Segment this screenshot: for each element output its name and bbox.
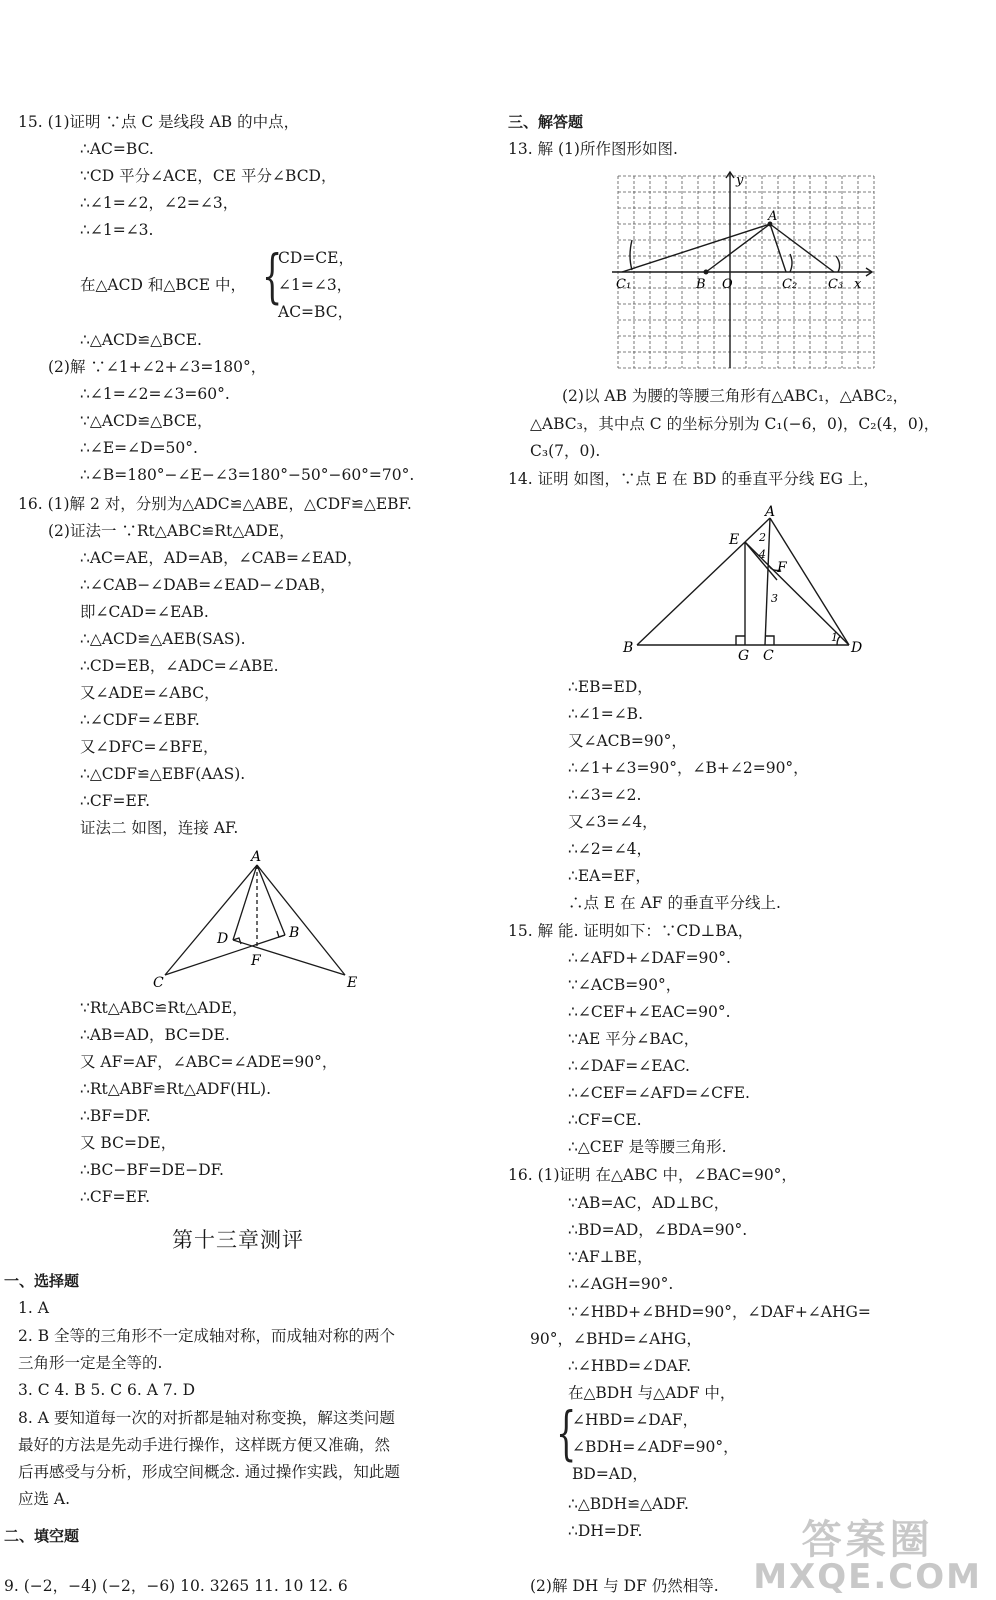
q15-brace-3: AC=BC， — [278, 303, 354, 321]
q15-line-9: ∴△CEF 是等腰三角形. — [568, 1138, 727, 1156]
segment-a-c3 — [770, 224, 834, 272]
q13-line-1: 13. 解 (1)所作图形如图. — [508, 140, 678, 158]
q14-line-9: ∴EA=EF， — [568, 867, 651, 885]
label-angle-1: 1 — [831, 631, 838, 644]
q16-line-10: 又∠DFC=∠BFE， — [80, 738, 219, 756]
q15-line-6: 在△ACD 和△BCE 中， — [80, 276, 247, 294]
label-d: D — [851, 640, 863, 656]
label-c3: C₃ — [828, 277, 844, 292]
label-x: x — [854, 277, 862, 292]
q14-line-3: ∴∠1=∠B. — [568, 705, 644, 723]
q15-line-7: ∴∠CEF=∠AFD=∠CFE. — [568, 1084, 750, 1102]
q15-line-6: ∴∠DAF=∠EAC. — [568, 1057, 690, 1075]
left-brace-icon: { — [262, 242, 283, 310]
label-e: E — [347, 975, 358, 991]
segment-be — [637, 542, 745, 645]
segment-ae — [257, 865, 345, 975]
q13-line-4: C₃(7，0). — [530, 442, 601, 460]
q16-line-12: ∴CF=EF. — [80, 792, 151, 810]
section-answer-heading: 三、解答题 — [508, 113, 584, 131]
label-c2: C₂ — [782, 277, 798, 292]
q16-line-2: (2)证法一 ∵Rt△ABC≌Rt△ADE， — [48, 522, 295, 540]
label-d: D — [217, 931, 229, 947]
q16-line-3: ∴AC=AE，AD=AB，∠CAB=∠EAD， — [80, 549, 363, 567]
q16-line-5: ∴∠AGH=90°. — [568, 1275, 674, 1293]
label-c: C — [763, 648, 774, 664]
arc-c2 — [790, 254, 792, 272]
q15-line-9: ∴∠1=∠2=∠3=60°. — [80, 385, 230, 403]
q15-line-4: ∴∠1=∠2，∠2=∠3， — [80, 194, 239, 212]
q15-line-11: ∴∠E=∠D=50°. — [80, 439, 198, 457]
arc-c3 — [836, 256, 840, 272]
q15-line-2: ∴∠AFD+∠DAF=90°. — [568, 949, 731, 967]
segment-ad — [770, 518, 849, 645]
section-choice-heading: 一、选择题 — [4, 1272, 80, 1290]
q16-line-20: ∴BC−BF=DE−DF. — [80, 1161, 224, 1179]
segment-a-c1 — [622, 224, 770, 272]
label-b: B — [696, 277, 706, 292]
answer-8-line-4: 应选 A. — [18, 1490, 71, 1508]
q16-line-19: 又 BC=DE， — [80, 1134, 177, 1152]
segment-ad — [233, 865, 257, 940]
q16-line-2: ∵AB=AC，AD⊥BC， — [568, 1194, 730, 1212]
q16-line-1: 16. (1)解 2 对，分别为△ADC≌△ABE，△CDF≌△EBF. — [18, 495, 412, 513]
label-f: F — [251, 953, 261, 969]
figure-q13-grid — [610, 168, 880, 373]
watermark-line-2: MXQE.COM — [753, 1557, 982, 1597]
answer-8-line-2: 最好的方法是先动手进行操作，这样既方便又准确，然 — [18, 1436, 391, 1454]
segment-ed — [233, 940, 345, 975]
right-angle-c — [765, 636, 774, 645]
left-brace-icon: { — [556, 1399, 577, 1467]
q13-line-2: (2)以 AB 为腰的等腰三角形有△ABC₁，△ABC₂， — [562, 387, 909, 405]
label-f: F — [777, 560, 787, 576]
watermark-line-1: 答案圈 — [801, 1517, 934, 1563]
q15-line-1: 15. (1)证明 ∵点 C 是线段 AB 的中点， — [18, 113, 300, 131]
q16-line-14: ∵Rt△ABC≌Rt△ADE， — [80, 999, 248, 1017]
chapter-title: 第十三章测评 — [172, 1228, 304, 1252]
q15-line-5: ∴∠1=∠3. — [80, 221, 154, 239]
q16-line-5: 即∠CAD=∠EAB. — [80, 603, 209, 621]
q16-brace-2: ∠BDH=∠ADF=90°， — [572, 1438, 739, 1456]
q15-brace-2: ∠1=∠3， — [278, 276, 353, 294]
arc-c1 — [630, 240, 632, 270]
watermark-logo — [753, 1517, 982, 1597]
q16-line-4: ∵AF⊥BE， — [568, 1248, 653, 1266]
q16-line-18: ∴BF=DF. — [80, 1107, 151, 1125]
segment-ac — [165, 865, 257, 975]
q16-line-7: 90°，∠BHD=∠AHG， — [530, 1330, 702, 1348]
label-b: B — [623, 640, 634, 656]
q16-line-7: ∴CD=EB，∠ADC=∠ABE. — [80, 657, 279, 675]
q15-line-12: ∴∠B=180°−∠E−∠3=180°−50°−60°=70°. — [80, 466, 415, 484]
right-angle-g — [736, 636, 745, 645]
q13-line-3: △ABC₃，其中点 C 的坐标分别为 C₁(−6，0)，C₂(4，0)， — [530, 415, 940, 433]
label-a: A — [768, 209, 778, 224]
label-g: G — [738, 648, 750, 664]
q16-line-11: ∴△CDF≌△EBF(AAS). — [80, 765, 246, 783]
point-b — [704, 270, 709, 275]
label-angle-4: 4 — [759, 548, 766, 561]
q14-line-1: 14. 证明 如图，∵点 E 在 BD 的垂直平分线 EG 上， — [508, 470, 879, 488]
label-a: A — [765, 504, 776, 520]
q14-line-8: ∴∠2=∠4， — [568, 840, 653, 858]
q15-line-4: ∴∠CEF+∠EAC=90°. — [568, 1003, 731, 1021]
q15-line-8: (2)解 ∵∠1+∠2+∠3=180°， — [48, 358, 267, 376]
answer-2-line-1: 2. B 全等的三角形不一定成轴对称，而成轴对称的两个 — [18, 1327, 396, 1345]
answer-1: 1. A — [18, 1299, 49, 1317]
q15-line-8: ∴CF=CE. — [568, 1111, 642, 1129]
q14-line-2: ∴EB=ED， — [568, 678, 653, 696]
q16-brace-1: ∠HBD=∠DAF， — [572, 1411, 699, 1429]
answer-2-line-2: 三角形一定是全等的. — [18, 1354, 163, 1372]
segment-ab — [257, 865, 285, 935]
q15-line-7: ∴△ACD≌△BCE. — [80, 331, 202, 349]
q15-brace-1: CD=CE， — [278, 249, 354, 267]
q16-line-12: (2)解 DH 与 DF 仍然相等. — [530, 1577, 719, 1595]
q16-line-4: ∴∠CAB−∠DAB=∠EAD−∠DAB， — [80, 576, 336, 594]
figure-q14 — [615, 500, 865, 665]
label-angle-2: 2 — [759, 531, 766, 544]
q16-line-17: ∴Rt△ABF≌Rt△ADF(HL). — [80, 1080, 272, 1098]
q15-line-3: ∵CD 平分∠ACE，CE 平分∠BCD， — [80, 167, 337, 185]
label-c: C — [153, 975, 164, 991]
label-y: y — [736, 173, 744, 188]
q15-line-5: ∵AE 平分∠BAC， — [568, 1030, 700, 1048]
q16-line-8: 又∠ADE=∠ABC， — [80, 684, 220, 702]
q16-line-9: ∴∠CDF=∠EBF. — [80, 711, 200, 729]
q16-line-16: 又 AF=AF，∠ABC=∠ADE=90°， — [80, 1053, 338, 1071]
segment-ae — [745, 518, 770, 542]
q16-line-13: 证法二 如图，连接 AF. — [80, 819, 239, 837]
answer-8-line-1: 8. A 要知道每一次的对折都是轴对称变换，解这类问题 — [18, 1409, 395, 1427]
answers-3-7: 3. C 4. B 5. C 6. A 7. D — [18, 1381, 196, 1399]
q16-brace-3: BD=AD， — [572, 1465, 648, 1483]
q16-line-8: ∴∠HBD=∠DAF. — [568, 1357, 692, 1375]
q14-line-7: 又∠3=∠4， — [568, 813, 658, 831]
q14-line-6: ∴∠3=∠2. — [568, 786, 642, 804]
q16-line-1: 16. (1)证明 在△ABC 中，∠BAC=90°， — [508, 1166, 797, 1184]
q14-line-4: 又∠ACB=90°， — [568, 732, 687, 750]
q16-line-9: 在△BDH 与△ADF 中， — [568, 1384, 736, 1402]
q16-line-15: ∴AB=AD，BC=DE. — [80, 1026, 230, 1044]
q16-line-6: ∴△ACD≌△AEB(SAS). — [80, 630, 246, 648]
label-b: B — [289, 925, 300, 941]
section-fill-heading: 二、填空题 — [4, 1527, 80, 1545]
label-o: O — [722, 277, 733, 292]
answers-9-12: 9. (−2，−4) (−2，−6) 10. 3265 11. 10 12. 6 — [4, 1577, 348, 1595]
q14-line-10: ∴点 E 在 AF 的垂直平分线上. — [568, 894, 781, 912]
q16-line-21: ∴CF=EF. — [80, 1188, 151, 1206]
q15-line-2: ∴AC=BC. — [80, 140, 154, 158]
q15-line-10: ∵△ACD≌△BCE， — [80, 412, 213, 430]
q16-line-11: ∴DH=DF. — [568, 1522, 643, 1540]
label-a: A — [251, 849, 262, 865]
label-e: E — [729, 532, 740, 548]
label-angle-3: 3 — [771, 592, 778, 605]
label-c1: C₁ — [616, 277, 632, 292]
q15-line-1: 15. 解 能. 证明如下：∵CD⊥BA， — [508, 922, 754, 940]
q16-line-10: ∴△BDH≌△ADF. — [568, 1495, 689, 1513]
figure-q16 — [145, 845, 375, 995]
answer-8-line-3: 后再感受与分析，形成空间概念. 通过操作实践，知此题 — [18, 1463, 400, 1481]
q16-line-3: ∴BD=AD，∠BDA=90°. — [568, 1221, 748, 1239]
q16-line-6: ∵∠HBD+∠BHD=90°，∠DAF+∠AHG= — [568, 1303, 871, 1321]
q15-line-3: ∵∠ACB=90°， — [568, 976, 682, 994]
segment-a-b — [706, 224, 770, 272]
q14-line-5: ∴∠1+∠3=90°，∠B+∠2=90°， — [568, 759, 809, 777]
